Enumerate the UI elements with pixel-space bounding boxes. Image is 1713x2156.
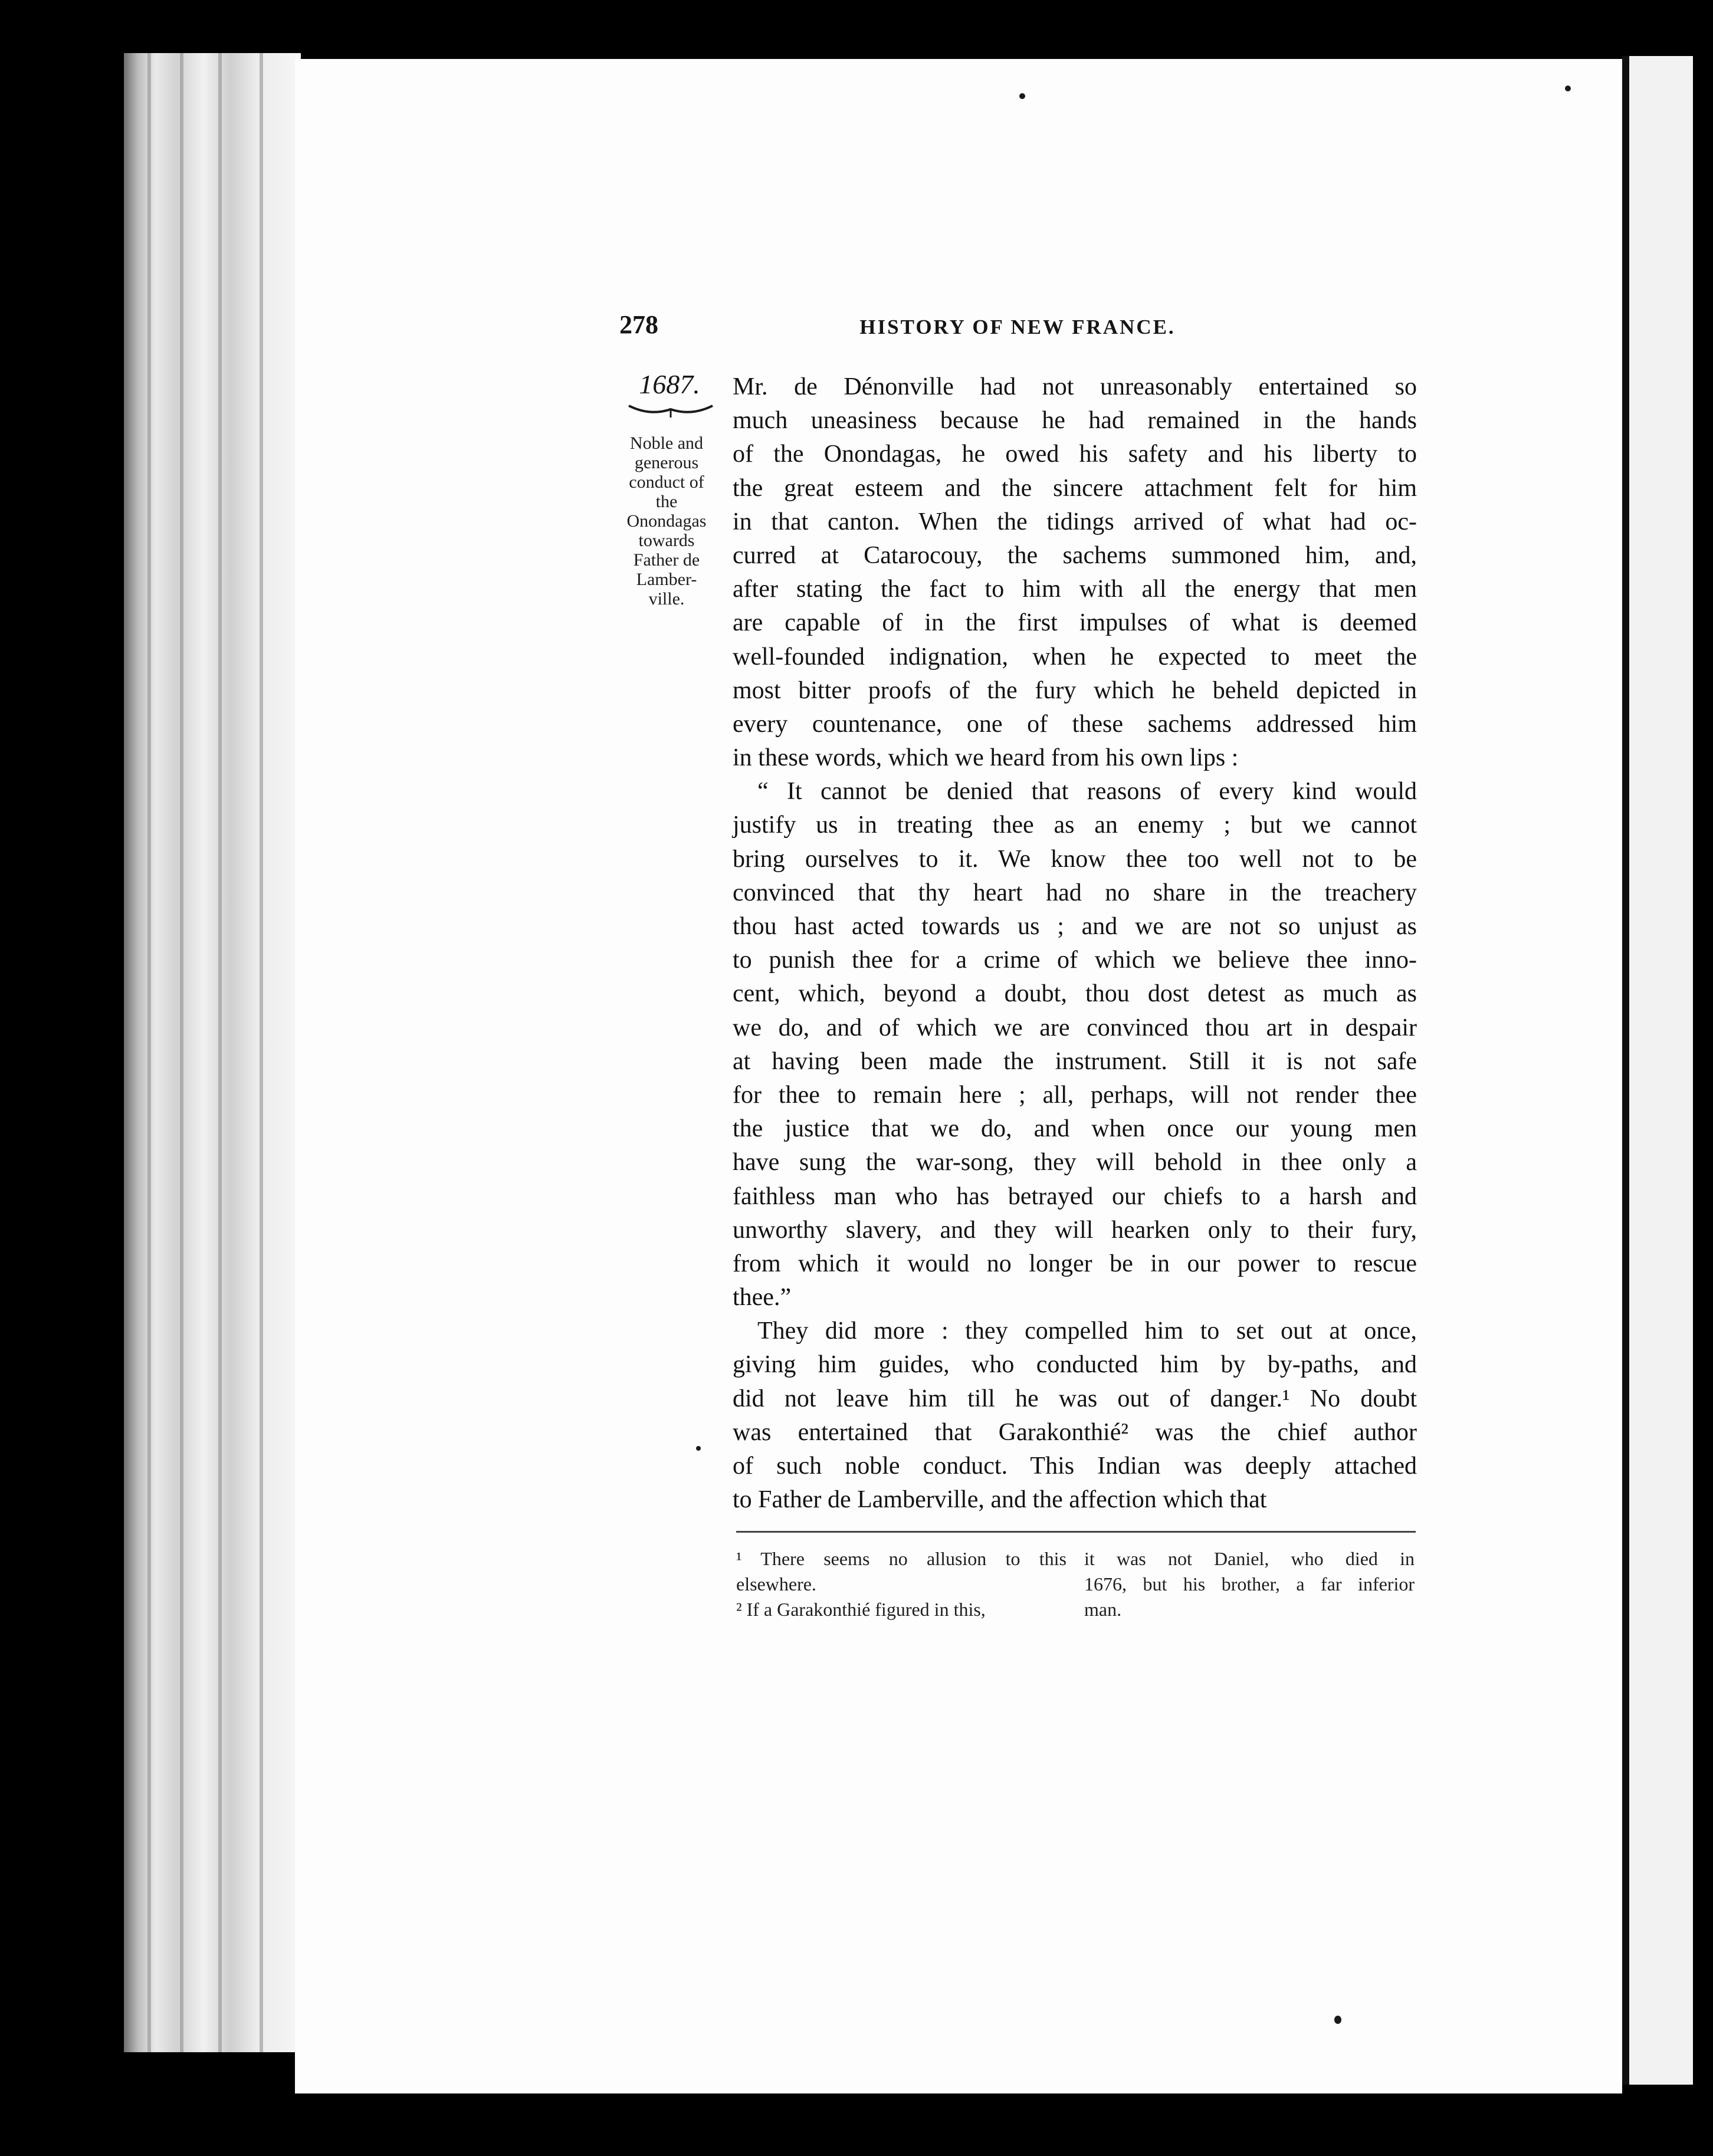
footnote-line: ² If a Garakonthié figured in this, [736, 1599, 986, 1620]
sidenote-line: the [655, 492, 678, 511]
text-line: have sung the war-song, they will behold in thee only a [733, 1149, 1417, 1176]
text-line: They did more : they compelled him to set out at once, [757, 1317, 1417, 1345]
text-line: every countenance, one of these sachems addressed him [733, 710, 1417, 738]
text-line: to punish thee for a crime of which we believe thee inno- [733, 946, 1417, 974]
footnotes-left-column [736, 1546, 1066, 1622]
text-line: we do, and of which we are convinced thou art in despair [733, 1014, 1417, 1041]
text-line: did not leave him till he was out of danger.¹ No doubt [733, 1385, 1417, 1412]
sidenote-line: generous [634, 453, 699, 472]
sidenote-line: Lamber- [636, 570, 697, 589]
footnotes-right-column [1084, 1546, 1415, 1622]
edge-stripe [180, 53, 183, 2052]
text-line: for thee to remain here ; all, perhaps, will not render thee [733, 1081, 1417, 1109]
text-line: of the Onondagas, he owed his safety and his liberty to [733, 441, 1417, 468]
book-page-edges [124, 53, 301, 2052]
page-number: 278 [619, 310, 658, 339]
text-line: unworthy slavery, and they will hearken only to their fury, [733, 1216, 1417, 1244]
text-line: after stating the fact to him with all the energy that men [733, 576, 1417, 603]
text-line: was entertained that Garakonthié² was the chief author [733, 1418, 1417, 1446]
text-line: at having been made the instrument. Still it is not safe [733, 1047, 1417, 1075]
gutter-shadow [1622, 56, 1629, 2085]
text-line: to Father de Lamberville, and the affection which that [733, 1486, 1267, 1514]
text-line: giving him guides, who conducted him by by-paths, and [733, 1351, 1417, 1379]
footnote-rule [736, 1531, 1416, 1533]
text-line: much uneasiness because he had remained in the hands [733, 407, 1417, 435]
text-line: well-founded indignation, when he expected to meet the [733, 643, 1417, 671]
scan-speck [1565, 86, 1571, 91]
text-line: curred at Catarocouy, the sachems summoned him, and, [733, 541, 1417, 569]
footnote-line: 1676, but his brother, a far inferior [1084, 1573, 1415, 1595]
text-line: most bitter proofs of the fury which he beheld depicted in [733, 676, 1417, 704]
page-header [619, 310, 1416, 351]
text-line: of such noble conduct. This Indian was deeply attached [733, 1452, 1417, 1480]
running-head: HISTORY OF NEW FRANCE. [859, 315, 1176, 338]
sidenote-line: ville. [648, 589, 685, 609]
footnote-line: man. [1084, 1599, 1122, 1620]
footnote-line: it was not Daniel, who died in [1084, 1548, 1415, 1569]
sidenote-line: Father de [633, 550, 700, 570]
text-line: thou hast acted towards us ; and we are not so unjust as [733, 913, 1417, 940]
text-line: are capable of in the first impulses of what is deemed [733, 609, 1417, 637]
edge-stripe [218, 53, 222, 2052]
text-line: bring ourselves to it. We know thee too well not to be [733, 845, 1417, 873]
margin-sidenote [613, 433, 720, 609]
scan-speck [696, 1446, 701, 1451]
sidenote-line: towards [638, 531, 695, 550]
text-line: in these words, which we heard from his own lips : [733, 744, 1239, 772]
footnote-line: elsewhere. [736, 1573, 816, 1595]
text-line: the great esteem and the sincere attachment felt for him [733, 474, 1417, 502]
edge-stripe [260, 53, 263, 2052]
sidenote-line: conduct of [629, 472, 704, 492]
scan-speck [1019, 93, 1025, 99]
brace-ornament [626, 401, 715, 419]
text-line: Mr. de Dénonville had not unreasonably entertained so [733, 373, 1417, 400]
text-line: in that canton. When the tidings arrived of what had oc- [733, 508, 1417, 535]
sidenote-line: Onondagas [626, 511, 707, 531]
text-line: “ It cannot be denied that reasons of every kind would [757, 778, 1417, 806]
footnote-line: ¹ There seems no allusion to this [736, 1548, 1066, 1569]
edge-stripe [147, 53, 151, 2052]
text-line: the justice that we do, and when once our young men [733, 1115, 1417, 1143]
text-line: justify us in treating thee as an enemy ; but we cannot [733, 811, 1417, 839]
text-line: convinced that thy heart had no share in the treachery [733, 879, 1417, 906]
text-line: faithless man who has betrayed our chiefs to a harsh and [733, 1182, 1417, 1210]
text-line: cent, which, beyond a doubt, thou dost detest as much as [733, 980, 1417, 1008]
sidenote-line: Noble and [629, 433, 704, 453]
scan-speck [1334, 2016, 1341, 2024]
margin-year: 1687. [639, 369, 700, 399]
text-line: from which it would no longer be in our power to rescue [733, 1250, 1417, 1277]
body-text [733, 370, 1417, 1517]
text-line: thee.” [733, 1284, 792, 1312]
facing-page-edge [1622, 56, 1693, 2085]
